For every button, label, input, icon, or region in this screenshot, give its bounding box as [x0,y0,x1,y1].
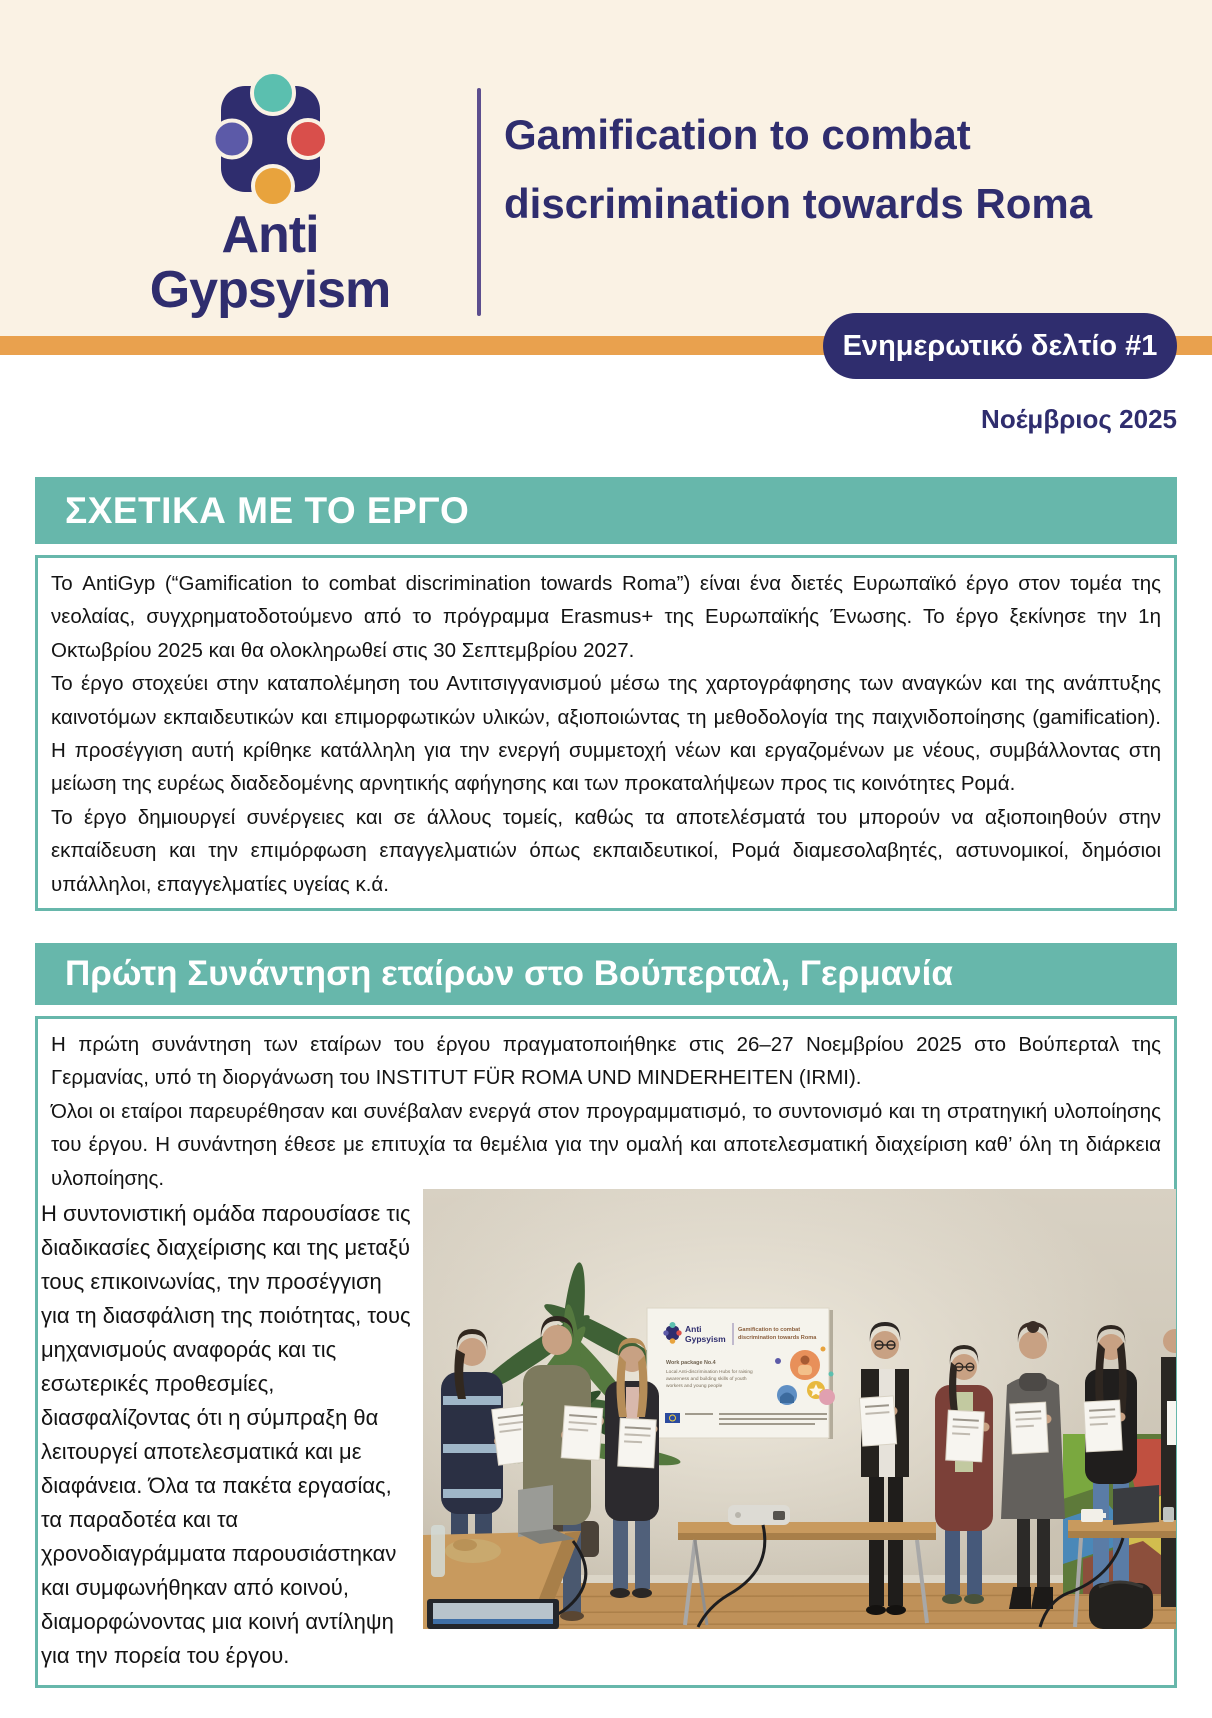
section-heading-about: ΣΧΕΤΙΚΑ ΜΕ ΤΟ ΕΡΓΟ [35,477,1177,544]
page-title-line1: Gamification to combat [504,111,971,158]
slide-title-line2: discrimination towards Roma [738,1335,817,1341]
certificate [561,1406,603,1461]
masthead-divider [477,88,481,316]
logo-wordmark [120,208,420,318]
about-paragraph-3: Το έργο δημιουργεί συνέργειες και σε άλλους τομείς, καθώς τα αποτελέσματά του μπορούν να αξιοποιηθούν στην εκπαίδευση και την επιμόρφωση επαγγελματιών όπως εκπαιδευτικοί, Ρομά διαμεσολαβητές, αστυνομικοί, δημόσιοι υπάλληλοι, επαγγελματίες υγείας κ.ά. [51,805,1161,896]
meeting-paragraph-1: Η πρώτη συνάντηση των εταίρων του έργου πραγματοποιήθηκε στις 26–27 Νοεμβρίου 2025 στο Βούπερταλ της Γερμανίας, υπό τη διοργάνωση του INSTITUT FÜR ROMA UND MINDERHEITEN (IRMI). [51,1033,1161,1090]
logo-wordmark-line2: Gypsyism [149,261,391,319]
slide-logo-line2: Gypsyism [685,1334,726,1344]
certificate [946,1410,985,1462]
section-heading-meeting: Πρώτη Συνάντηση εταίρων στο Βούπερταλ, Γερμανία [35,943,1177,1005]
certificate [1010,1402,1049,1454]
slide-title-line1: Gamification to combat [738,1327,801,1333]
certificate [618,1418,656,1468]
about-text-box [35,555,1177,911]
newsletter-issue-badge: Ενημερωτικό δελτίο #1 [823,313,1177,379]
meeting-photo-illustration [423,1189,1176,1629]
certificate [859,1396,896,1446]
person [1161,1329,1176,1607]
certificate [1084,1400,1123,1452]
about-paragraph-2: Το έργο στοχεύει στην καταπολέμηση του Αντιτσιγγανισμού μέσω της χαρτογράφησης των αναγκών και της ανάπτυξης καινοτόμων εκπαιδευτικών και επιμορφωτικών υλικών, αξιοποιώντας τη μεθοδολογία της παιχνιδοποίησης (gamification). Η προσέγγιση αυτή κρίθηκε κατάλληλη για την ενεργή συμμετοχή νέων και εργαζομένων με νέους, συμβάλλοντας στη μείωση της ευρέως διαδεδομένης αρνητικής αφήγησης και των προκαταλήψεων προς τις κοινότητες Ρομά. [51,672,1161,796]
foreground-laptop [427,1599,559,1629]
backpack [1089,1583,1153,1629]
issue-date: Νοέμβριος 2025 [981,404,1177,434]
slide-logo-line1: Anti [685,1324,702,1334]
slide-wp-title: Work package No.4 [666,1360,716,1366]
slide-wp-desc-3: workers and young people [666,1384,723,1389]
about-paragraph-1: Το AntiGyp (“Gamification to combat discrimination towards Roma”) είναι ένα διετές Ευρωπαϊκό έργο στον τομέα της νεολαίας, συγχρηματοδοτούμενο από το πρόγραμμα Erasmus+ της Ευρωπαϊκής Ένωσης. Το έργο ξεκίνησε την 1η Οκτωβρίου 2025 και θα ολοκληρωθεί στις 30 Σεπτεμβρίου 2027. [51,572,1161,662]
projection-screen [647,1308,835,1439]
meeting-photo [423,1189,1176,1629]
slide-wp-desc-2: awareness and building skills of youth [666,1377,747,1382]
meeting-paragraph-2: Όλοι οι εταίροι παρευρέθησαν και συνέβαλαν ενεργά στον προγραμματισμό, το συντονισμό και τη στρατηγική υλοποίησης του έργου. Η συνάντηση έθεσε με επιτυχία τα θεμέλια για την ομαλή και αποτελεσματική διαχείριση καθ’ όλη τη διάρκεια υλοποίησης. [51,1099,1161,1190]
slide-wp-desc-1: Local Anti-discrimination Hubs for raising [666,1370,753,1375]
meeting-column-text: Η συντονιστική ομάδα παρουσίασε τις διαδικασίες διαχείρισης και της μεταξύ τους επικοινωνίας, την προσέγγιση για τη διασφάλιση της ποιότητας, τους μηχανισμούς αναφοράς και τις εσωτερικές προθεσμίες, διασφαλίζοντας ότι η σύμπραξη θα λειτουργεί αποτελεσματικά και με διαφάνεια. Όλα τα πακέτα εργασίας, τα παραδοτέα και τα χρονοδιαγράμματα παρουσιάστηκαν και συμφωνήθηκαν από κοινού, διαμορφώνοντας μια κοινή αντίληψη για την πορεία του έργου. [41,1201,411,1668]
page-title [504,100,1164,238]
masthead [0,0,1212,336]
page-title-line2: discrimination towards Roma [504,180,1093,227]
antigypsyism-logo-icon [205,73,335,208]
logo-wordmark-line1: Anti [221,206,319,264]
